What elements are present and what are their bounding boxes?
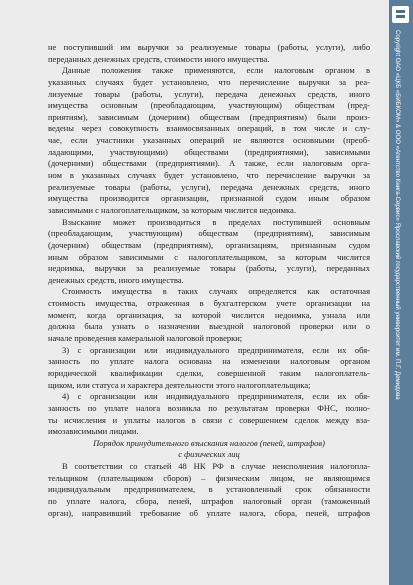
text-line: приятиям), зависимым (дочерним) обществам (предприятиям) были произ- bbox=[48, 111, 370, 122]
text-line: имозависимыми лицами. bbox=[48, 426, 139, 437]
text-line: ты исчисления и уплаты налогов в связи с совершением сделок между вза- bbox=[48, 414, 370, 425]
text-line: лизуемые товары (работы, услуги), передача денежных средств, иного bbox=[48, 88, 370, 99]
text-line: занность по уплате налога основана на изменении налоговым органом bbox=[48, 356, 370, 367]
copyright-text: Copyright ОАО «ЦКБ «БИБКОМ» & ООО «Aгентство Книга-Сервис» Ярославский государственный университет им. П.Г. Демидова bbox=[394, 30, 401, 400]
section-heading: с физических лиц bbox=[178, 449, 240, 460]
text-line: иным образом зависимыми с налогоплательщиком, за которым числится bbox=[48, 251, 370, 262]
text-line: 3) с организации или индивидуального предпринимателя, если их обя- bbox=[62, 344, 370, 355]
text-line: ведены через совокупность взаимосвязанных операций, в том числе и слу- bbox=[48, 123, 370, 134]
text-line: ном в указанных случаях будет установлено, что перечисление выручки за bbox=[48, 170, 370, 181]
text-line: реализуемые товары (работы, услуги), передача денежных средств, иного bbox=[48, 181, 370, 192]
text-line: по уплате налога, сбора, пеней, штрафов налоговый орган (таможенный bbox=[48, 495, 370, 506]
section-heading: Порядок принудительного взыскания налогов (пеней, штрафов) bbox=[93, 437, 325, 448]
text-line: недоимка, выручки за реализуемые товары (работы, услуги), переданных bbox=[48, 263, 370, 274]
text-line: (дочерними) обществами (предприятиями). А также, если налоговым орга- bbox=[48, 158, 370, 169]
text-line: имущества производится организации, признанной судом иным образом bbox=[48, 193, 370, 204]
text-line: (дочерним) обществам (предприятиям), организациям, признанным судом bbox=[48, 239, 370, 250]
text-line: не поступивший им выручки за реализуемые товары (работы, услуги), либо bbox=[48, 42, 370, 52]
text-line: начале проведения камеральной налоговой проверки; bbox=[48, 333, 243, 344]
text-line: переданных денежных средств, стоимости иного имущества. bbox=[48, 53, 270, 64]
text-line: В соответствии со статьей 48 НК РФ в случае неисполнения налогопла- bbox=[62, 461, 370, 472]
text-line: момент, когда организация, за которой числится недоимка, узнала или bbox=[48, 309, 370, 320]
text-line: тельщиком (плательщиком сборов) – физическим лицом, не являющимся bbox=[48, 472, 370, 483]
text-line: имущества основным (преобладающим, участвующим) обществам (пред- bbox=[48, 100, 370, 111]
text-line: 4) с организации или индивидуального предпринимателя, если их обя- bbox=[62, 391, 370, 402]
text-line: стоимость имущества, отраженная в бухгалтерском учете организации на bbox=[48, 298, 370, 309]
library-logo-icon bbox=[392, 6, 409, 23]
text-line: должна была узнать о назначении выездной налоговой проверки или о bbox=[48, 321, 370, 332]
text-line: Взыскание может производиться в пределах поступившей основным bbox=[62, 216, 370, 227]
text-line: зависимыми с налогоплательщиком, за которым числится недоимка. bbox=[48, 204, 296, 215]
text-line: занность по уплате налога возникла по результатам проверки ФНС, полно- bbox=[48, 402, 370, 413]
text-line: Данные положения также применяются, если налоговым органом в bbox=[62, 65, 370, 76]
document-text bbox=[48, 42, 370, 519]
text-line: (преобладающим, участвующим) обществам (предприятиям), зависимым bbox=[48, 228, 370, 239]
text-line: щиком, или статуса и характера деятельности этого налогоплательщика; bbox=[48, 379, 311, 390]
text-line: денежных средств, иного имущества. bbox=[48, 274, 184, 285]
text-line: индивидуальным предпринимателем, в установленный срок обязанности bbox=[48, 484, 370, 495]
text-line: Стоимость имущества в таких случаях определяется как остаточная bbox=[62, 286, 370, 297]
text-line: указанных случаях будет установлено, что перечисление выручки за реа- bbox=[48, 76, 370, 87]
text-line: орган), направивший требование об уплате налога, сбора, пеней, штрафов bbox=[48, 507, 370, 518]
text-line: чае, если участники указанных операций не являются основными (преоб- bbox=[48, 135, 370, 146]
text-line: юридической квалификации сделки, совершенной таким налогоплатель- bbox=[48, 367, 370, 378]
text-line: ладающими, участвующими) обществами (предприятиями), зависимыми bbox=[48, 146, 370, 157]
